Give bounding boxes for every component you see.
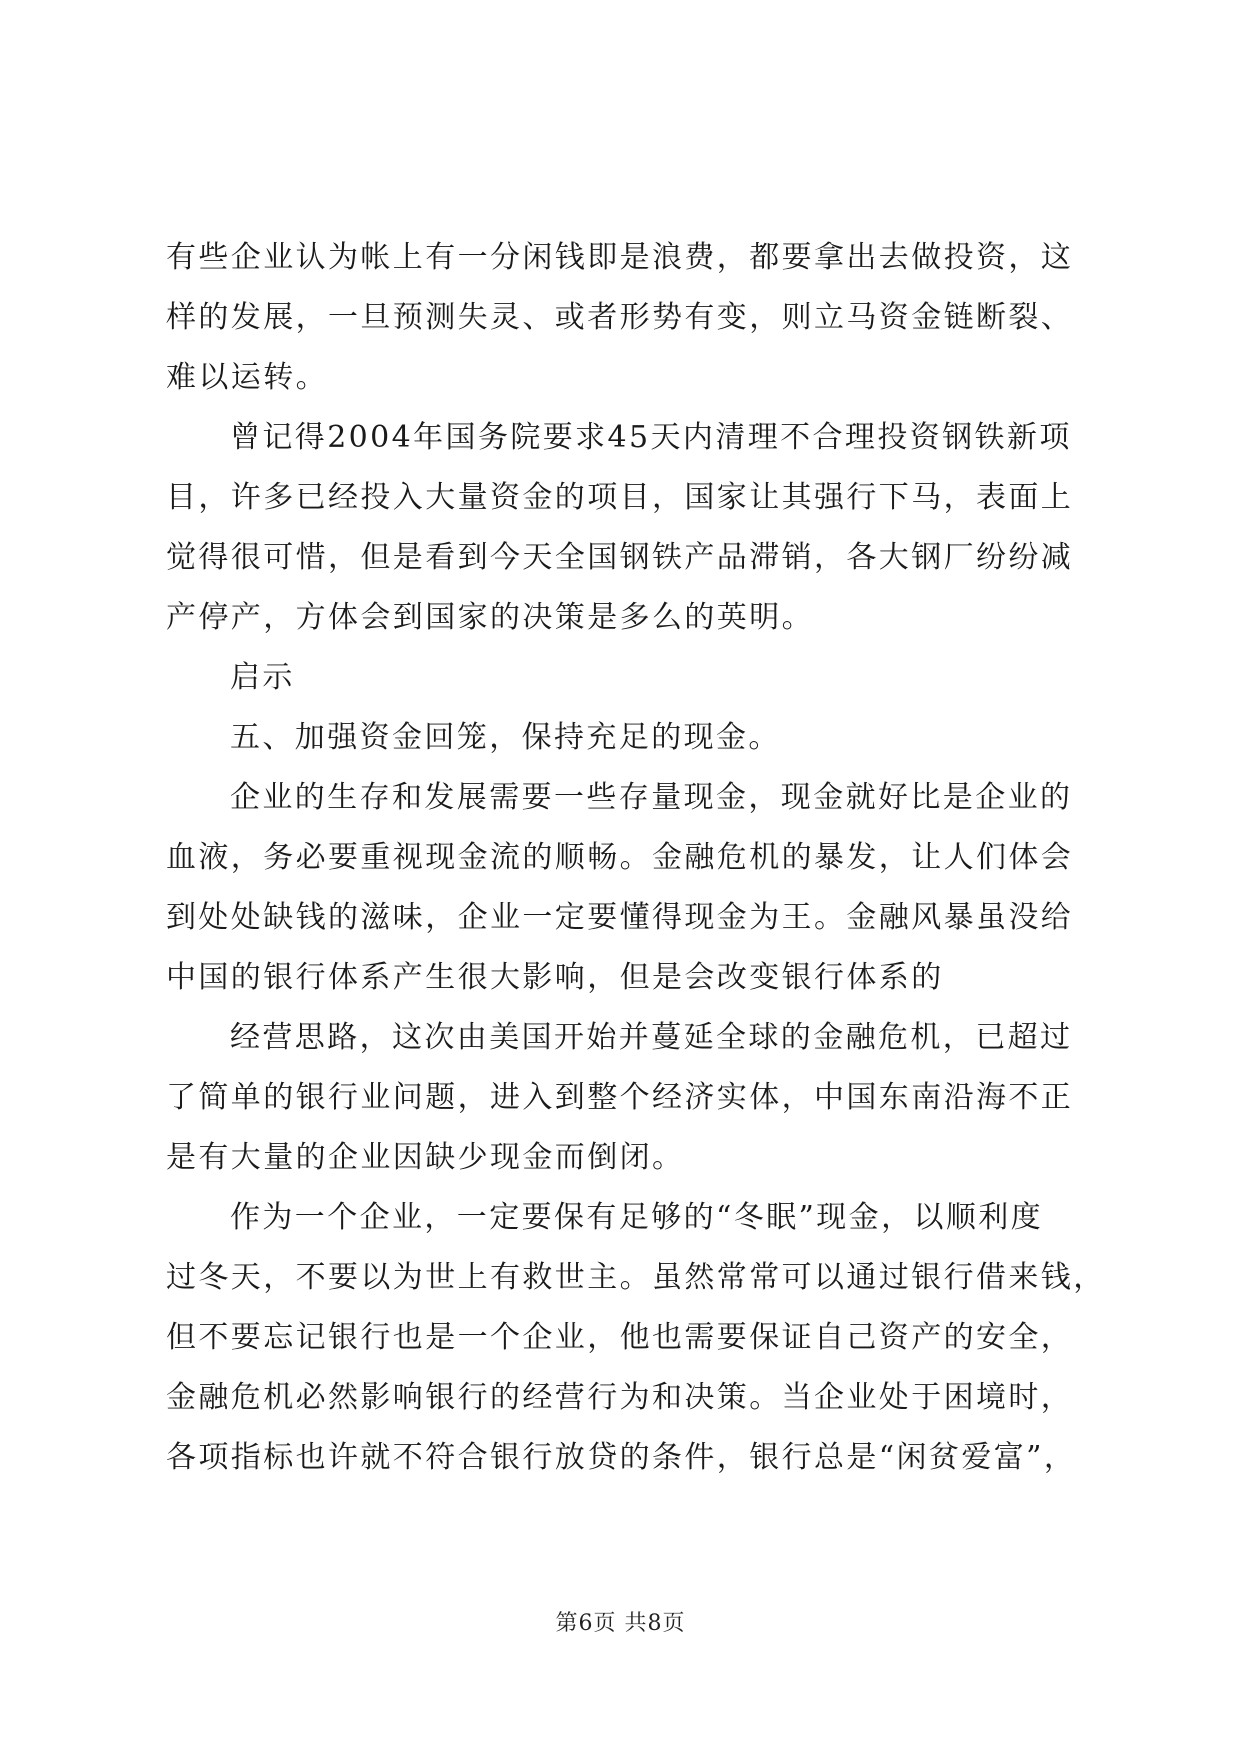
page-number-footer: 第6页 共8页 <box>555 1611 686 1636</box>
text-line: 难以运转。 <box>166 360 328 395</box>
text-line: 是有大量的企业因缺少现金而倒闭。 <box>166 1140 685 1175</box>
section-heading: 启示 <box>230 660 295 695</box>
section-heading: 五、加强资金回笼，保持充足的现金。 <box>230 720 781 755</box>
text-line: 血液，务必要重视现金流的顺畅。金融危机的暴发，让人们体会 <box>166 840 1074 875</box>
text-line: 过冬天，不要以为世上有救世主。虽然常常可以通过银行借来钱， <box>166 1260 1106 1295</box>
text-line: 但不要忘记银行也是一个企业，他也需要保证自己资产的安全， <box>166 1320 1074 1355</box>
text-line: 企业的生存和发展需要一些存量现金，现金就好比是企业的 <box>230 780 1073 815</box>
text-line: 觉得很可惜，但是看到今天全国钢铁产品滞销，各大钢厂纷纷减 <box>166 540 1074 575</box>
text-line: 曾记得2004年国务院要求45天内清理不合理投资钢铁新项 <box>230 420 1072 455</box>
text-line: 目，许多已经投入大量资金的项目，国家让其强行下马，表面上 <box>166 480 1074 515</box>
text-line: 到处处缺钱的滋味，企业一定要懂得现金为王。金融风暴虽没给 <box>166 900 1074 935</box>
text-line: 样的发展，一旦预测失灵、或者形势有变，则立马资金链断裂、 <box>166 300 1074 335</box>
document-body <box>166 228 1106 1488</box>
text-line: 经营思路，这次由美国开始并蔓延全球的金融危机，已超过 <box>230 1020 1073 1055</box>
text-line: 中国的银行体系产生很大影响，但是会改变银行体系的 <box>166 960 944 995</box>
text-line: 产停产，方体会到国家的决策是多么的英明。 <box>166 600 814 635</box>
text-line: 作为一个企业，一定要保有足够的“冬眠”现金，以顺利度 <box>230 1200 1044 1235</box>
text-line: 有些企业认为帐上有一分闲钱即是浪费，都要拿出去做投资，这 <box>166 240 1074 275</box>
text-line: 金融危机必然影响银行的经营行为和决策。当企业处于困境时， <box>166 1380 1074 1415</box>
text-line: 了简单的银行业问题，进入到整个经济实体，中国东南沿海不正 <box>166 1080 1074 1115</box>
text-line: 各项指标也许就不符合银行放贷的条件，银行总是“闲贫爱富”， <box>166 1440 1077 1475</box>
